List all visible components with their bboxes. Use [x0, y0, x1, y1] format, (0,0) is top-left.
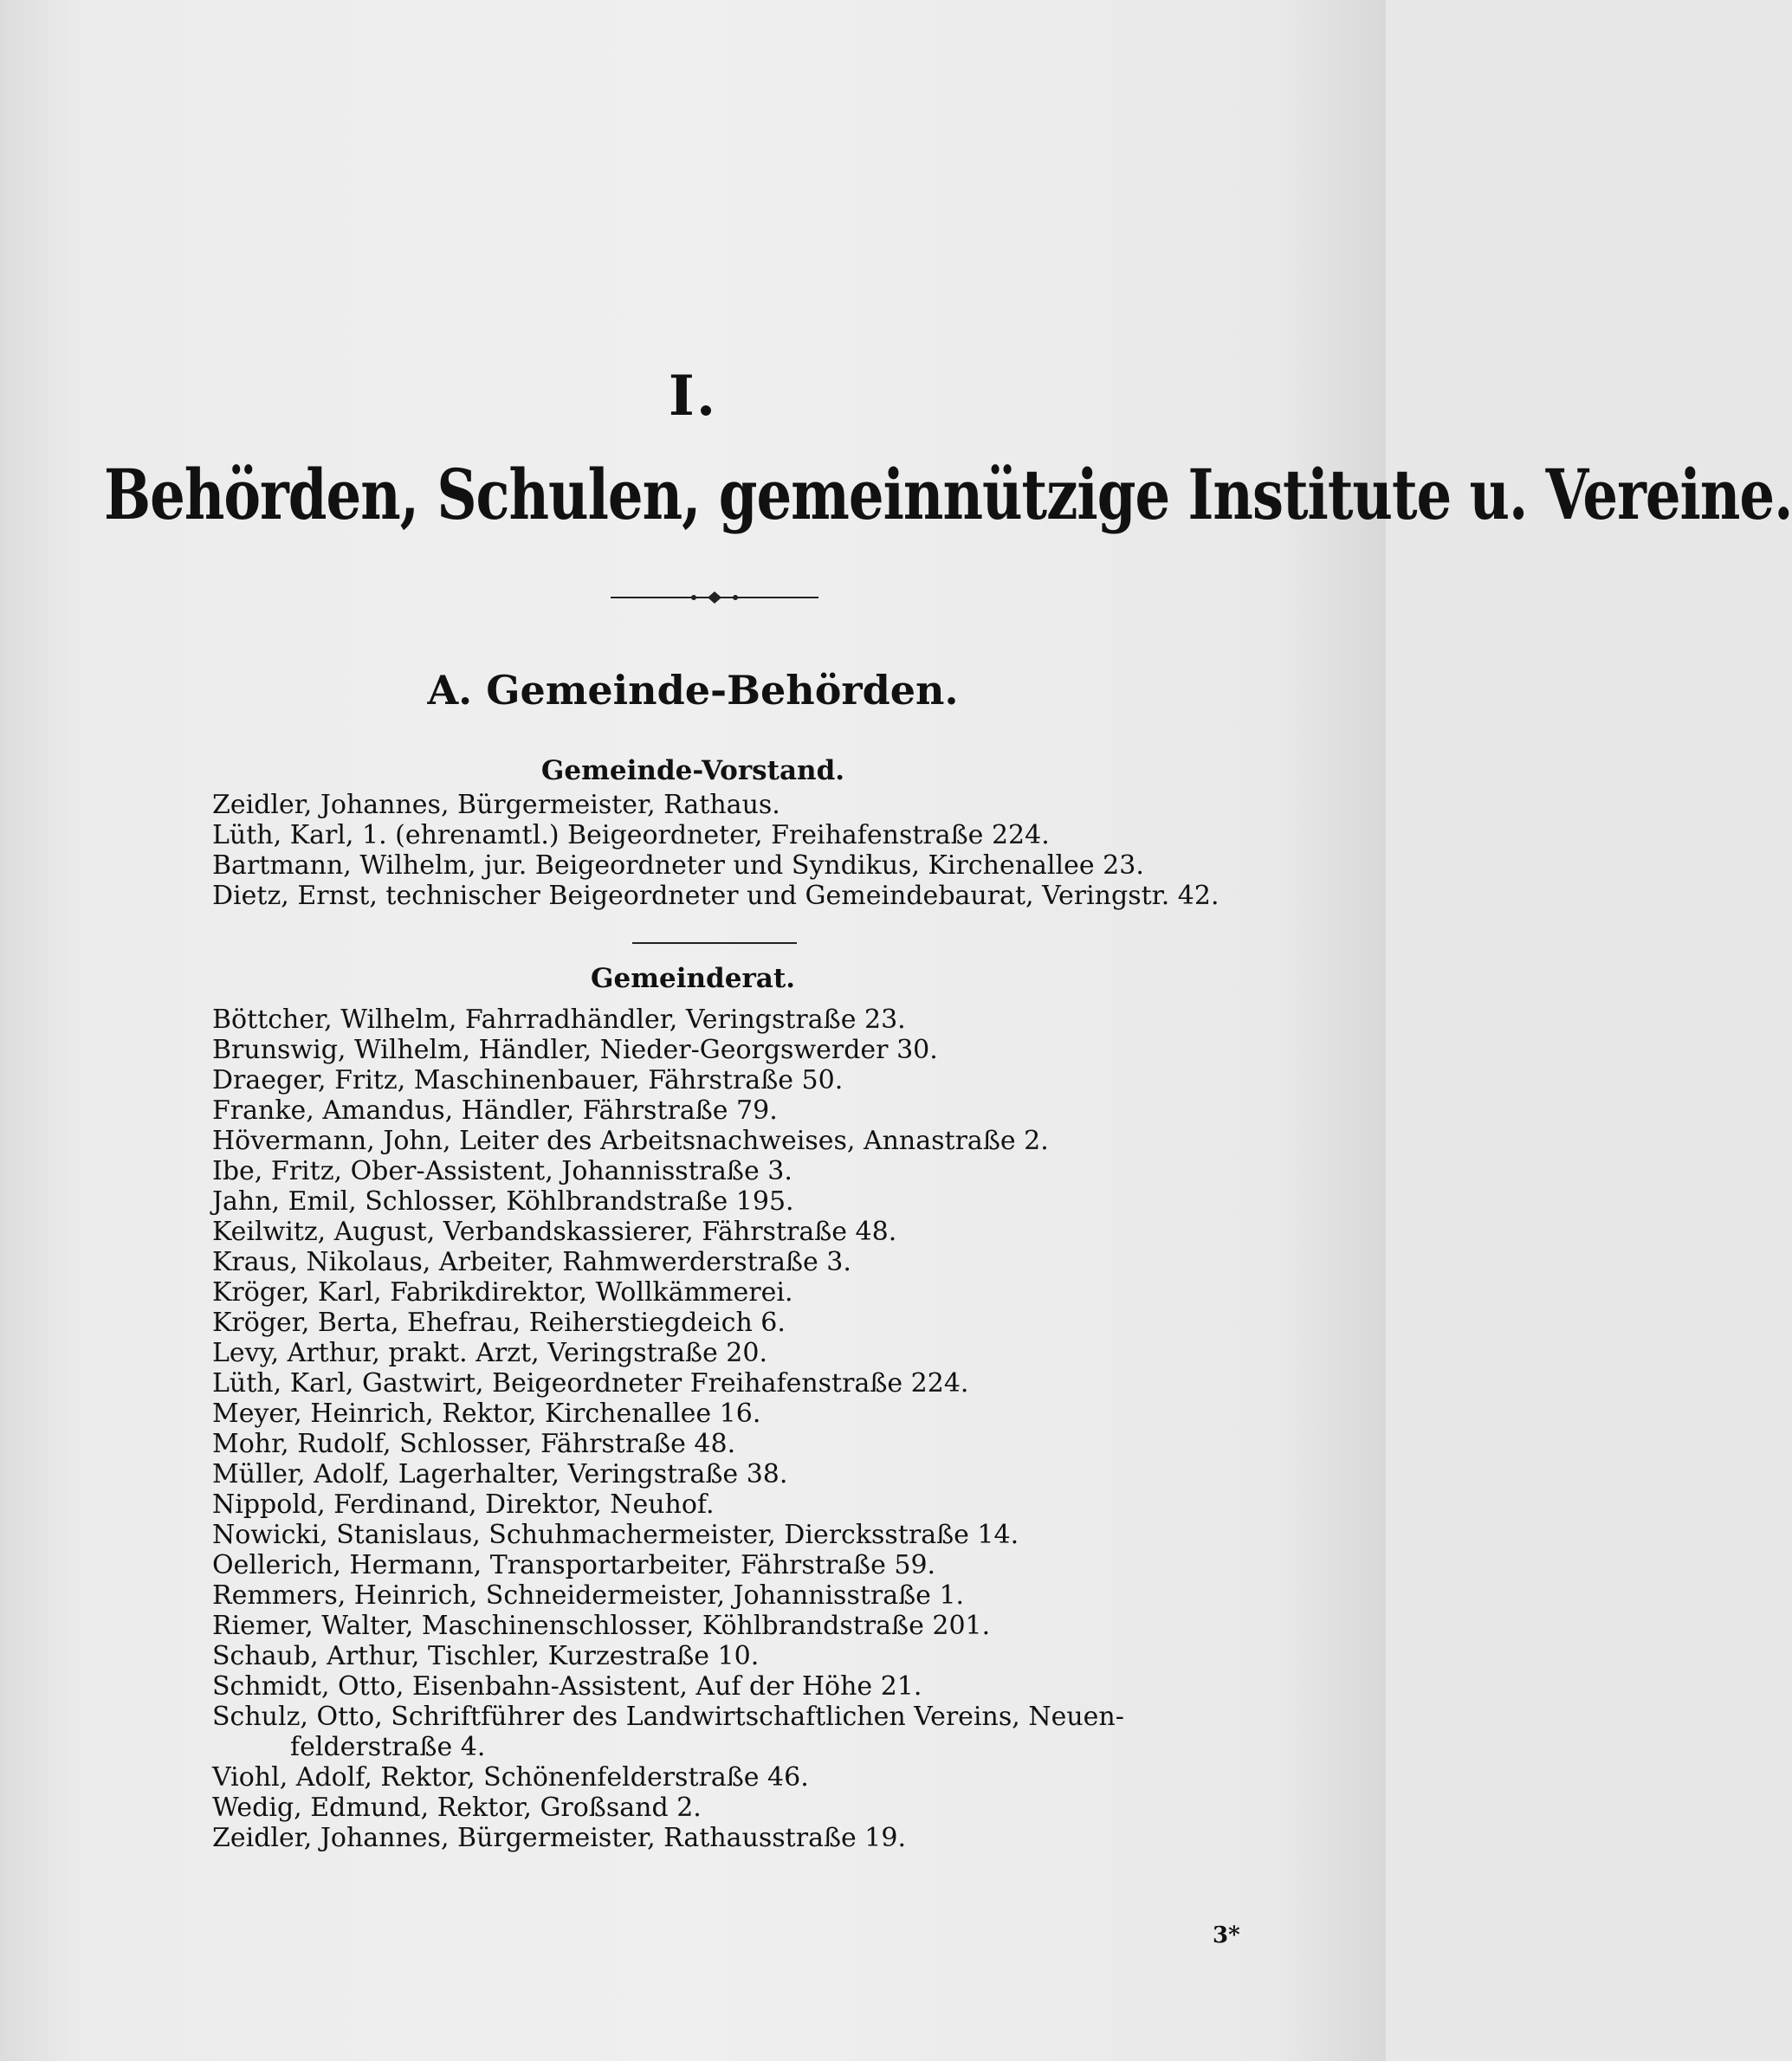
list-item: Müller, Adolf, Lagerhalter, Veringstraße 38. [212, 1459, 788, 1489]
list-item: Keilwitz, August, Verbandskassierer, Fährstraße 48. [212, 1217, 897, 1247]
list-item: Schaub, Arthur, Tischler, Kurzestraße 10. [212, 1641, 760, 1671]
list-item: Hövermann, John, Leiter des Arbeitsnachweises, Annastraße 2. [212, 1126, 1049, 1156]
list-item-line: Schulz, Otto, Schriftführer des Landwirtschaftlichen Vereins, Neuen- [212, 1702, 1124, 1732]
list-item: Brunswig, Wilhelm, Händler, Nieder-Georgswerder 30. [212, 1035, 938, 1065]
subheading-gemeinderat: Gemeinderat. [591, 963, 795, 994]
list-item-line: felderstraße 4. [290, 1732, 486, 1762]
list-item: Zeidler, Johannes, Bürgermeister, Rathaus. [212, 790, 780, 820]
list-item: Draeger, Fritz, Maschinenbauer, Fährstraße 50. [212, 1065, 844, 1095]
list-item: Wedig, Edmund, Rektor, Großsand 2. [212, 1793, 702, 1823]
subheading-gemeinde-vorstand: Gemeinde-Vorstand. [540, 755, 845, 786]
gemeinderat-list [212, 1005, 1230, 1853]
list-item: Kröger, Berta, Ehefrau, Reiherstiegdeich 6. [212, 1308, 786, 1338]
list-item: Viohl, Adolf, Rektor, Schönenfelderstraße 46. [212, 1762, 809, 1793]
list-item: Kröger, Karl, Fabrikdirektor, Wollkämmerei. [212, 1277, 793, 1308]
list-item: Oellerich, Hermann, Transportarbeiter, Fährstraße 59. [212, 1550, 936, 1580]
chapter-numeral: I. [668, 364, 718, 429]
list-item: Remmers, Heinrich, Schneidermeister, Johannisstraße 1. [212, 1580, 965, 1611]
list-item: Schmidt, Otto, Eisenbahn-Assistent, Auf der Höhe 21. [212, 1671, 922, 1702]
list-item: Bartmann, Wilhelm, jur. Beigeordneter und Syndikus, Kirchenallee 23. [212, 850, 1144, 881]
list-item: Mohr, Rudolf, Schlosser, Fährstraße 48. [212, 1429, 736, 1459]
chapter-title: Behörden, Schulen, gemeinnützige Institute u. Vereine. [104, 455, 1792, 536]
list-item: Nippold, Ferdinand, Direktor, Neuhof. [212, 1489, 715, 1520]
ornament-rule [611, 587, 818, 608]
list-item: Nowicki, Stanislaus, Schuhmachermeister, Diercksstraße 14. [212, 1520, 1019, 1550]
list-item: Ibe, Fritz, Ober-Assistent, Johannisstraße 3. [212, 1156, 792, 1186]
vorstand-list [212, 790, 1230, 911]
list-item: Jahn, Emil, Schlosser, Köhlbrandstraße 195. [212, 1186, 794, 1217]
list-item: Riemer, Walter, Maschinenschlosser, Köhlbrandstraße 201. [212, 1611, 991, 1641]
list-item: Kraus, Nikolaus, Arbeiter, Rahmwerderstraße 3. [212, 1247, 851, 1277]
page-number: 3* [1213, 1922, 1240, 1948]
list-item: Zeidler, Johannes, Bürgermeister, Rathausstraße 19. [212, 1823, 907, 1853]
list-item-wrapped [212, 1702, 1230, 1762]
section-title: A. Gemeinde-Behörden. [427, 667, 959, 714]
list-item: Franke, Amandus, Händler, Fährstraße 79. [212, 1095, 778, 1126]
list-item: Lüth, Karl, 1. (ehrenamtl.) Beigeordneter, Freihafenstraße 224. [212, 820, 1050, 850]
divider [632, 942, 797, 944]
list-item: Dietz, Ernst, technischer Beigeordneter und Gemeindebaurat, Veringstr. 42. [212, 881, 1219, 911]
list-item: Meyer, Heinrich, Rektor, Kirchenallee 16. [212, 1399, 761, 1429]
list-item: Lüth, Karl, Gastwirt, Beigeordneter Freihafenstraße 224. [212, 1368, 969, 1399]
list-item: Böttcher, Wilhelm, Fahrradhändler, Veringstraße 23. [212, 1005, 906, 1035]
list-item: Levy, Arthur, prakt. Arzt, Veringstraße 20. [212, 1338, 768, 1368]
